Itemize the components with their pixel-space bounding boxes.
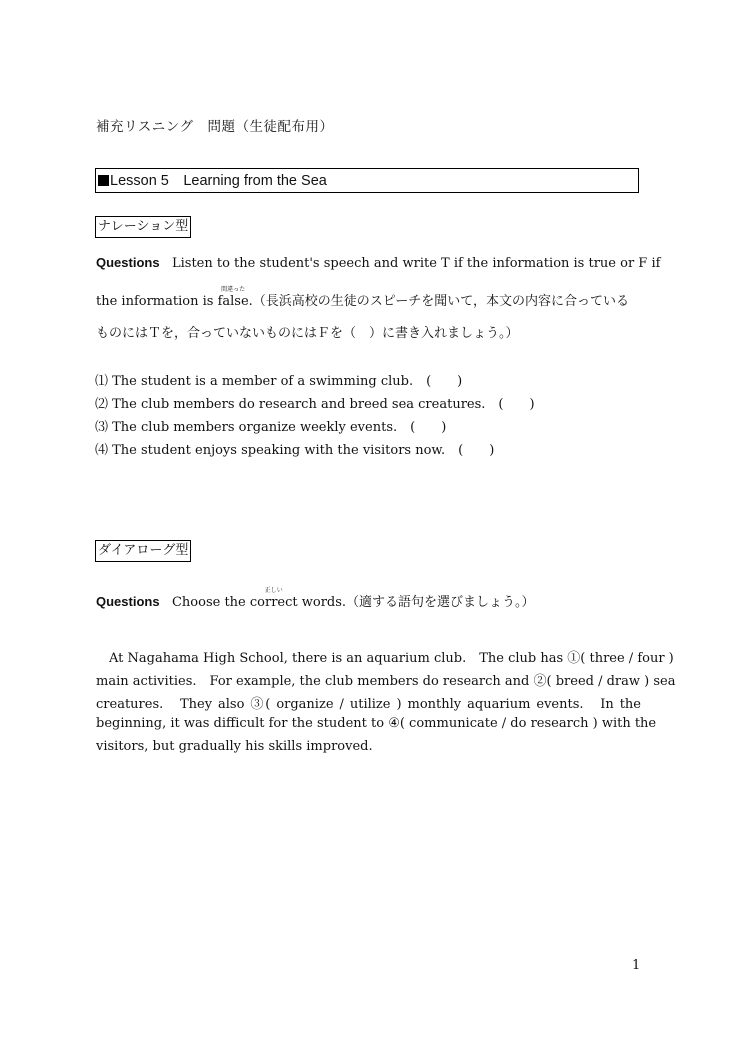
page-header-title: 補充リスニング 問題（生徒配布用） — [96, 119, 334, 135]
narration-type-label: ナレーション型 — [95, 216, 191, 238]
questions-line-1 — [96, 255, 660, 271]
black-square-icon — [98, 175, 109, 186]
list-item: ⑵ The club members do research and breed sea creatures. ( ) — [95, 397, 535, 412]
questions-text-2b: .（長浜高校の生徒のスピーチを聞いて，本文の内容に合っている — [248, 294, 630, 309]
lesson-title: Lesson 5 Learning from the Sea — [110, 173, 327, 189]
questions-text-4a: Choose the — [171, 595, 250, 610]
ruby-correct — [249, 587, 298, 610]
paragraph-line: creatures. They also ③( organize / utilize ) monthly aquarium events. In the — [96, 697, 641, 712]
questions-text-2a: the information is — [96, 294, 218, 309]
ruby-annotation: 正しい — [264, 587, 283, 594]
questions-line-3: ものにはＴを，合っていないものにはＦを（ ）に書き入れましょう。） — [96, 326, 519, 341]
dialogue-type-label: ダイアローグ型 — [95, 540, 191, 562]
paragraph-line: beginning, it was difficult for the student to ④( communicate / do research ) with the — [96, 716, 657, 731]
lesson-title-box — [95, 168, 639, 193]
ruby-false — [217, 286, 249, 309]
list-item: ⑶ The club members organize weekly events. ( ) — [95, 420, 447, 435]
list-item: ⑷ The student enjoys speaking with the visitors now. ( ) — [95, 443, 495, 458]
questions-line-4 — [96, 587, 535, 610]
page-number: 1 — [632, 958, 641, 973]
questions-text-4b: words.（適する語句を選びましょう。） — [297, 595, 535, 610]
paragraph-line: visitors, but gradually his skills improved. — [96, 739, 373, 754]
ruby-base: false — [217, 294, 249, 309]
paragraph-line: main activities. For example, the club members do research and ②( breed / draw ) sea — [96, 674, 676, 689]
paragraph-line: At Nagahama High School, there is an aquarium club. The club has ①( three / four ) — [96, 651, 674, 666]
ruby-base: correct — [249, 595, 298, 610]
ruby-annotation: 間違った — [221, 286, 246, 293]
questions-label: Questions — [96, 255, 160, 270]
list-item: ⑴ The student is a member of a swimming club. ( ) — [95, 374, 463, 389]
questions-label: Questions — [96, 594, 160, 609]
questions-line-2 — [96, 286, 630, 309]
questions-text-1: Listen to the student's speech and write T if the information is true or F if — [171, 256, 661, 271]
